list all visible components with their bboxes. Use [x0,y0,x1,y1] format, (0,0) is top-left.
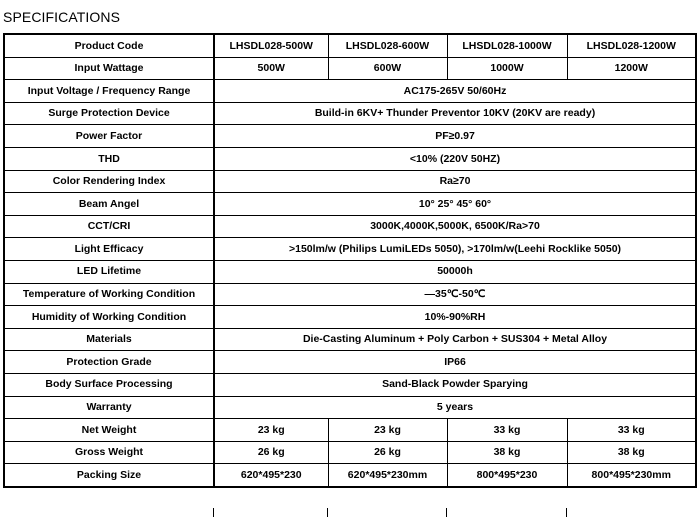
spec-value: >150lm/w (Philips LumiLEDs 5050), >170lm/w(Leehi Rocklike 5050) [214,238,696,261]
spec-label: Humidity of Working Condition [4,306,214,329]
spec-value: 23 kg [328,419,447,442]
spec-value: 26 kg [328,441,447,464]
table-row [4,193,696,216]
table-row [4,125,696,148]
spec-label: Surge Protection Device [4,102,214,125]
spec-value: 10° 25° 45° 60° [214,193,696,216]
table-row [4,147,696,170]
table-row [4,57,696,80]
spec-label: LED Lifetime [4,260,214,283]
table-row [4,34,696,57]
spec-value: Die-Casting Aluminum + Poly Carbon + SUS304 + Metal Alloy [214,328,696,351]
spec-value: LHSDL028-1000W [447,34,567,57]
specifications-table-body [4,34,696,487]
spec-value: IP66 [214,351,696,374]
table-row [4,238,696,261]
table-row [4,102,696,125]
table-row [4,464,696,487]
spec-value: 500W [214,57,328,80]
spec-value: 26 kg [214,441,328,464]
spec-label: Input Wattage [4,57,214,80]
spec-value: Ra≥70 [214,170,696,193]
spec-label: Temperature of Working Condition [4,283,214,306]
spec-value: Build-in 6KV+ Thunder Preventor 10KV (20KV are ready) [214,102,696,125]
spec-label: CCT/CRI [4,215,214,238]
spec-value: LHSDL028-1200W [567,34,696,57]
spec-label: Input Voltage / Frequency Range [4,80,214,103]
spec-value: LHSDL028-600W [328,34,447,57]
spec-label: Color Rendering Index [4,170,214,193]
specifications-table [3,33,697,488]
spec-value: 10%-90%RH [214,306,696,329]
spec-value: —35℃-50℃ [214,283,696,306]
table-row [4,170,696,193]
spec-value: 1000W [447,57,567,80]
column-divider [213,508,214,517]
spec-value: 38 kg [567,441,696,464]
table-row [4,419,696,442]
spec-value: 33 kg [447,419,567,442]
spec-value: 23 kg [214,419,328,442]
table-row [4,80,696,103]
table-row [4,351,696,374]
spec-value: 38 kg [447,441,567,464]
column-divider [566,508,567,517]
spec-label: Power Factor [4,125,214,148]
column-divider [327,508,328,517]
table-row [4,373,696,396]
spec-value: 600W [328,57,447,80]
spec-value: AC175-265V 50/60Hz [214,80,696,103]
table-row [4,396,696,419]
spec-label: Body Surface Processing [4,373,214,396]
table-row [4,215,696,238]
section-title: SPECIFICATIONS [3,9,121,25]
spec-label: Beam Angel [4,193,214,216]
spec-label: Product Code [4,34,214,57]
spec-label: Gross Weight [4,441,214,464]
spec-label: Materials [4,328,214,351]
spec-value: LHSDL028-500W [214,34,328,57]
spec-value: Sand-Black Powder Sparying [214,373,696,396]
spec-label: Packing Size [4,464,214,487]
spec-label: THD [4,147,214,170]
spec-value: 50000h [214,260,696,283]
column-divider [446,508,447,517]
table-row [4,283,696,306]
spec-value: PF≥0.97 [214,125,696,148]
specifications-table-wrapper [3,33,695,488]
spec-value: 5 years [214,396,696,419]
spec-value: <10% (220V 50HZ) [214,147,696,170]
spec-value: 800*495*230mm [567,464,696,487]
spec-value: 620*495*230 [214,464,328,487]
spec-label: Warranty [4,396,214,419]
spec-label: Light Efficacy [4,238,214,261]
spec-label: Protection Grade [4,351,214,374]
table-row [4,328,696,351]
table-row [4,260,696,283]
spec-value: 3000K,4000K,5000K, 6500K/Ra>70 [214,215,696,238]
spec-value: 800*495*230 [447,464,567,487]
spec-label: Net Weight [4,419,214,442]
table-row [4,306,696,329]
spec-value: 33 kg [567,419,696,442]
spec-value: 620*495*230mm [328,464,447,487]
table-row [4,441,696,464]
spec-value: 1200W [567,57,696,80]
